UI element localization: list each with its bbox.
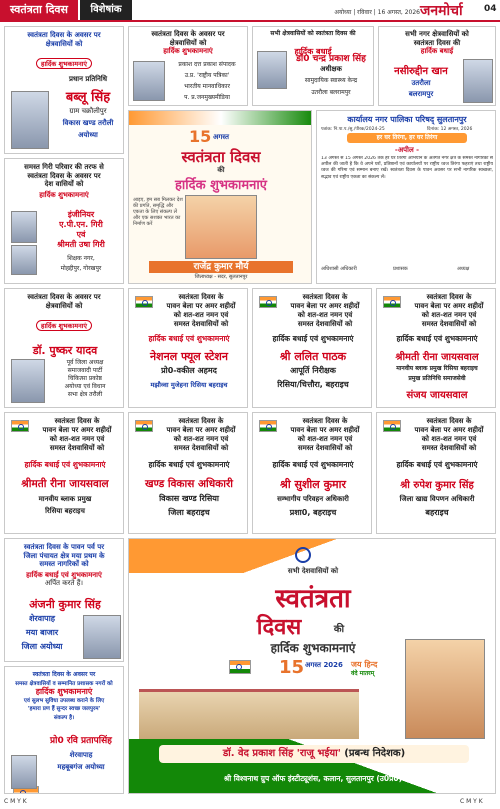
flag-icon (135, 296, 153, 308)
ad-line: समस्त गिरी परिवार की तरफ से (24, 163, 104, 171)
masthead: जनमोर्चा (420, 3, 463, 19)
ad-line: आपूर्ति निरीक्षक (290, 366, 336, 375)
notice-body: 13 अगस्त से 15 अगस्त 2026 तक हर घर तिरंगा अभियान के अंतर्गत नगर क्षेत्र के समस्त नागरिकों से अपील की जाती है कि वे अपने घरों, प्रतिष्ठानों एवं कार्यालयों पर राष्ट्रीय ध्वज तिरंगा फहराएं तथा राष्ट्रीय ध्वज की गरिमा एवं सम्मान बनाए रखें। स्वतंत्रता दिवस के पावन अवसर पर सभी नागरिक स्वच्छता, सद्भाव एवं राष्ट्रीय एकता का संकल्प लें। (321, 156, 493, 180)
ad-line: समस्त देशवासियों को (173, 320, 229, 328)
ad-name: श्रीमती रीना जायसवाल (21, 478, 109, 490)
ad-rupesh-kumar (376, 412, 496, 534)
ad-line: मोहद्दीपुर, गोरखपुर (60, 265, 102, 272)
ad-block-officer (128, 412, 248, 534)
ad-line: सम्भागीय परिवहन अधिकारी (277, 495, 349, 503)
ad-line: पावन बेला पर अमर शहीदों (166, 426, 236, 434)
ad-line: स्वतंत्रता दिवस के (426, 293, 472, 301)
title-sub: की (217, 166, 225, 174)
ad-rajendra-maurya (128, 110, 312, 284)
ad-line: सभी क्षेत्रवासियों को स्वतंत्रता दिवस की (270, 30, 356, 37)
slogan: जय हिन्द (351, 660, 378, 669)
org-line: श्री विश्वनाथ ग्रुप ऑफ इंस्टीट्यूशंस, कलान, सुलतानपुर (उ0प्र0) (223, 774, 403, 783)
sign: अधिशासी अधिकारी (321, 266, 357, 272)
ad-line: देश वासियों को (44, 180, 84, 188)
ad-wish: हार्दिक बधाई एवं शुभकामनाएं (148, 460, 230, 469)
portrait-photo (405, 639, 485, 739)
ad-line: को शत-शत नमन एवं (173, 435, 229, 443)
ad-line: अर्पित करते हैं। (44, 579, 84, 587)
building-illustration (139, 689, 359, 739)
ad-wish: हार्दिक शुभकामनाएं (39, 190, 89, 199)
top-line: सभी देशवासियों को (287, 567, 339, 575)
ad-line: सामुदायिक स्वास्थ्य केन्द्र (304, 77, 358, 84)
portrait-photo (463, 59, 493, 103)
ad-line: समाजवादी पार्टी (67, 367, 103, 374)
ad-line: भारतीय मानवाधिकार (184, 83, 230, 90)
ad-pushkar-yadav (4, 288, 124, 408)
ad-wish: हार्दिक बधाई एवं शुभकामनाएं (148, 334, 230, 343)
flag-icon (383, 420, 401, 432)
ad-line: क्षेत्रवासियों को (45, 39, 83, 48)
flag-icon (135, 420, 153, 432)
ad-role: प्रधान प्रतिनिधि (68, 75, 108, 83)
ad-line: क्षेत्रवासियों को (169, 38, 207, 47)
portrait-photo (257, 51, 287, 89)
ad-name: श्रीमती उषा गिरी (57, 240, 105, 249)
ad-line: समस्त देशवासियों को (421, 444, 477, 452)
portrait-photo (185, 195, 257, 259)
notice-title: कार्यालय नगर पालिका परिषद् सुलतानपुर (347, 115, 467, 124)
ad-line: पावन बेला पर अमर शहीदों (290, 302, 360, 310)
ad-line: जिला खाद्य विपणन अधिकारी (399, 495, 475, 503)
ad-line: सभा क्षेत्र तरौली (67, 391, 103, 398)
ad-line: महबूबगंज अयोध्या (57, 763, 105, 771)
ad-line: 'हमारा प्रण हैं सुन्दर स्वच्छ जलपुरम' (27, 706, 101, 712)
ad-line: प्रकाश दत्त प्रकाश संपादक (178, 61, 236, 68)
sign: प्रशासक (393, 266, 408, 272)
title-sub: की (333, 624, 345, 635)
sign: अध्यक्ष (457, 266, 470, 272)
ad-line: को शत-शत नमन एवं (49, 435, 105, 443)
ad-line: रिसिया बहराइच (45, 507, 85, 515)
ad-line: विकास खण्ड रिसिया (159, 494, 219, 503)
ad-name: ए.पी.एन. गिरी (59, 220, 103, 229)
ad-prakash-dutt (128, 26, 248, 106)
appeal-heading: -अपील - (394, 146, 420, 154)
ad-wish: हार्दिक बधाई एवं शुभकामनाएं (272, 460, 354, 469)
portrait-photo (11, 755, 37, 789)
ad-name: श्री रुपेश कुमार सिंह (400, 480, 474, 491)
ad-line: अयोध्या एवं विधान (64, 383, 106, 390)
saffron-swoosh (129, 111, 312, 125)
ad-role: अधीक्षक (320, 65, 342, 73)
ad-role: जिलाध्यक्ष - सदर, सुलतानपुर (194, 274, 248, 280)
ad-line: क्षेत्रवासियों को (45, 301, 83, 310)
title: दिवस (256, 614, 302, 640)
ad-line: समस्त देशवासियों को (421, 320, 477, 328)
ad-line: प. प्र.जनमुख्यमीडिया (184, 94, 230, 101)
ad-line: एवं (76, 230, 86, 239)
ad-line: स्वतंत्रता दिवस के पावन पर्व पर (23, 543, 105, 551)
ad-name: डॉ. पुष्कर यादव (32, 344, 98, 357)
edition-line: अयोध्या | रविवार | 16 अगस्त, 2026 (334, 9, 420, 16)
flag-icon (259, 296, 277, 308)
ad-line: समस्त नागरिकों को (39, 560, 89, 568)
section-sub: विशेषांक (80, 0, 132, 20)
date-month: अगस्त 2026 (305, 661, 343, 669)
flag-icon (259, 420, 277, 432)
portrait-photo (11, 245, 37, 275)
ad-line: पावन बेला पर अमर शहीदों (42, 426, 112, 434)
flag-icon (383, 296, 401, 308)
ad-giri-family (4, 158, 124, 284)
ad-role: (प्रबन्ध निदेशक) (344, 748, 406, 759)
ad-line: स्वतंत्रता दिवस के (54, 417, 100, 425)
ad-line: शेरवापाह (28, 614, 56, 623)
ad-line: बहराइच (425, 508, 449, 517)
ad-line: एवं सुलभ सुविधा उपलब्ध कराने के लिए (23, 697, 105, 704)
section-label: स्वतंत्रता दिवस (0, 0, 78, 20)
page-header (0, 0, 500, 22)
ad-line: जिला बहराइच (168, 508, 210, 517)
ad-line: मानवीय ब्लाक प्रमुख (38, 495, 92, 503)
ad-line: स्वतंत्रता दिवस के अवसर पर (27, 171, 101, 180)
ad-name: डॉ. वेद प्रकाश सिंह 'राजू भईया' (222, 748, 341, 759)
ad-line: स्वतंत्रता दिवस के (426, 417, 472, 425)
ad-line: पावन बेला पर अमर शहीदों (290, 426, 360, 434)
date-number: 15 (279, 657, 305, 678)
ad-wish: हार्दिक बधाई एवं शुभकामनाएं (26, 570, 102, 579)
portrait-photo (11, 211, 37, 243)
ad-line: समस्त देशवासियों को (173, 444, 229, 452)
ad-name: प्रो0 रवि प्रतापसिंह (50, 736, 112, 746)
portrait-photo (133, 61, 165, 101)
ad-line: ग्राम चक्रौलीपुर (69, 107, 107, 115)
ad-line: उतरौला बलरामपुर (311, 89, 351, 96)
ad-line: विकास खण्ड तरौली (62, 119, 114, 127)
ad-line: अयोध्या (78, 131, 98, 139)
ad-name: डॉ0 चन्द्र प्रकाश सिंह (296, 54, 366, 64)
notice-patra: पत्रांक: नि.पा.प./सु./पीरक/2024-25 (321, 127, 385, 132)
ad-line: स्वतंत्रता दिवस के अवसर पर (27, 293, 101, 301)
ad-nasiruddin-khan (378, 26, 496, 106)
ad-line: रिसिया/चित्तौरा, बहराइच (277, 380, 349, 389)
ad-name: खण्ड विकास अधिकारी (145, 478, 233, 490)
ad-name: नेशनल फ्यूल स्टेशन (150, 350, 228, 363)
ad-line: स्वतंत्रता दिवस के (178, 293, 224, 301)
portrait-photo (11, 359, 45, 403)
ad-name-bar (159, 745, 469, 763)
ad-line: उतरौला (411, 79, 431, 87)
portrait-photo (83, 615, 121, 659)
ad-national-fuel (128, 288, 248, 408)
ad-line: शेरवापाह (69, 751, 93, 759)
ad-name: श्रीमती रीना जायसवाल (395, 352, 479, 363)
ad-line: इंजीनियर (67, 210, 95, 219)
ad-line: पावन बेला पर अमर शहीदों (166, 302, 236, 310)
ad-ravi-pratap-singh (4, 666, 124, 794)
notice-nagar-palika (316, 110, 496, 284)
ad-sushil-kumar (252, 412, 372, 534)
ad-line: प्रशा0, बहराइच (289, 508, 337, 517)
ad-line: को शत-शत नमन एवं (421, 311, 477, 319)
ad-name: नसीरुद्दीन खान (394, 66, 448, 77)
ad-reena-jaiswal-2 (4, 412, 124, 534)
ad-line: स्वतंत्रता दिवस के अवसर पर (32, 671, 96, 678)
date-number: 15 (189, 127, 212, 146)
ad-line: समस्त क्षेत्रवासियों व सम्मानित प्रशासक नगरों को (15, 680, 113, 687)
ad-line: मानवीय ब्लाक प्रमुख रिसिया बहराइच (396, 365, 478, 372)
ad-line: सभी नगर क्षेत्रवासियों को (405, 30, 469, 38)
ad-line: स्वतंत्रता दिवस के (302, 417, 348, 425)
ad-wish: हार्दिक बधाई एवं शुभकामनाएं (272, 334, 354, 343)
ad-wish: हार्दिक बधाई एवं शुभकामनाएं (396, 460, 478, 469)
ad-bablu-singh (4, 26, 124, 154)
ad-line: जिला पंचायत क्षेत्र मया प्रथम के (23, 551, 105, 560)
ad-reena-jaiswal-1 (376, 288, 496, 408)
ad-wish: हार्दिक बधाई (420, 47, 454, 55)
date-month: अगस्त (213, 133, 230, 141)
ad-line: स्वतंत्रता दिवस के अवसर पर (27, 31, 101, 39)
ad-lalit-pathak (252, 288, 372, 408)
ad-line: स्वतंत्रता दिवस के (178, 417, 224, 425)
title-wish: हार्दिक शुभकामनाएं (175, 178, 267, 193)
ad-line: स्वतंत्रता दिवस की (413, 38, 461, 47)
ad-name: श्री ललित पाठक (279, 350, 347, 363)
ad-wish: हार्दिक शुभकामनाएं (163, 47, 213, 55)
ad-name: अंजनी कुमार सिंह (29, 598, 101, 611)
note: आइए, हम सब मिलकर देश की प्रगति, समृद्धि और एकता के लिए संकल्प लें और एक सशक्त भारत का निर्माण करें (133, 197, 183, 227)
ad-line: मझौव्वा मुजेहना रिसिया बहराइच (150, 381, 228, 389)
ad-line: समस्त देशवासियों को (49, 444, 105, 452)
ad-wish: हार्दिक बधाई एवं शुभकामनाएं (24, 460, 106, 469)
notice-date: दिनांक: 12 अगस्त, 2026 (427, 127, 473, 132)
ad-line: मया बाजार (25, 628, 59, 637)
ad-line: समस्त देशवासियों को (297, 320, 353, 328)
ad-line: को शत-शत नमन एवं (173, 311, 229, 319)
ad-name: बब्लू सिंह (65, 90, 111, 105)
ad-ved-prakash-singh (128, 538, 496, 794)
footer-left: C M Y K (4, 798, 27, 805)
ad-line: प्रो0-वकील अहमद (161, 366, 217, 375)
ad-line: प्रमुख प्रतिनिधि समाजसेवी (408, 375, 466, 382)
ad-name: राजेंद्र कुमार मौर्य (149, 261, 293, 273)
portrait-photo (11, 91, 49, 149)
wish-pill: हार्दिक शुभकामनाएं (36, 320, 92, 331)
ashoka-chakra-icon (295, 547, 311, 563)
banner: हर घर तिरंगा, हर घर तिरंगा (347, 133, 467, 143)
ad-line: उ.प्र. 'राष्ट्रीय पत्रिका' (184, 72, 230, 79)
ad-wish: हार्दिक शुभकामनाएं (35, 687, 93, 696)
ad-line: को शत-शत नमन एवं (297, 435, 353, 443)
ad-line: स्वतंत्रता दिवस के अवसर पर (151, 30, 225, 38)
ad-line: संकल्प है। (53, 714, 75, 721)
ad-line: समस्त देशवासियों को (297, 444, 353, 452)
ad-name: श्री सुशील कुमार (280, 478, 346, 491)
ad-wish: हार्दिक बधाई (294, 46, 332, 56)
ad-line: पूर्व जिला अध्यक्ष (66, 359, 104, 366)
title: स्वतंत्रता दिवस (181, 148, 261, 166)
ad-line: पावन बेला पर अमर शहीदों (414, 426, 484, 434)
ad-wish: हार्दिक बधाई एवं शुभकामनाएं (396, 334, 478, 343)
flag-icon (11, 420, 29, 432)
ad-anjani-kumar (4, 538, 124, 662)
ad-line: को शत-शत नमन एवं (421, 435, 477, 443)
wish-pill: हार्दिक शुभकामनाएं (36, 58, 92, 69)
ad-line: पावन बेला पर अमर शहीदों (414, 302, 484, 310)
ad-line: बलरामपुर (408, 90, 434, 98)
flag-icon (229, 660, 251, 674)
title-wish: हार्दिक शुभकामनाएं (270, 641, 356, 655)
ad-line: को शत-शत नमन एवं (297, 311, 353, 319)
slogan: वंदे मातरम् (351, 670, 375, 677)
ad-name: संजय जायसवाल (406, 390, 468, 401)
footer-right: C M Y K (460, 798, 483, 805)
ad-line: स्वतंत्रता दिवस के (302, 293, 348, 301)
ad-line: शिक्षक नगर, (67, 255, 95, 262)
title: स्वतंत्रता (275, 584, 351, 614)
page-number: 04 (484, 4, 497, 14)
ad-line: जिला अयोध्या (21, 642, 63, 651)
ad-line: चिकित्सा प्रकोष्ठ (68, 375, 102, 382)
ad-chandra-prakash (252, 26, 374, 106)
